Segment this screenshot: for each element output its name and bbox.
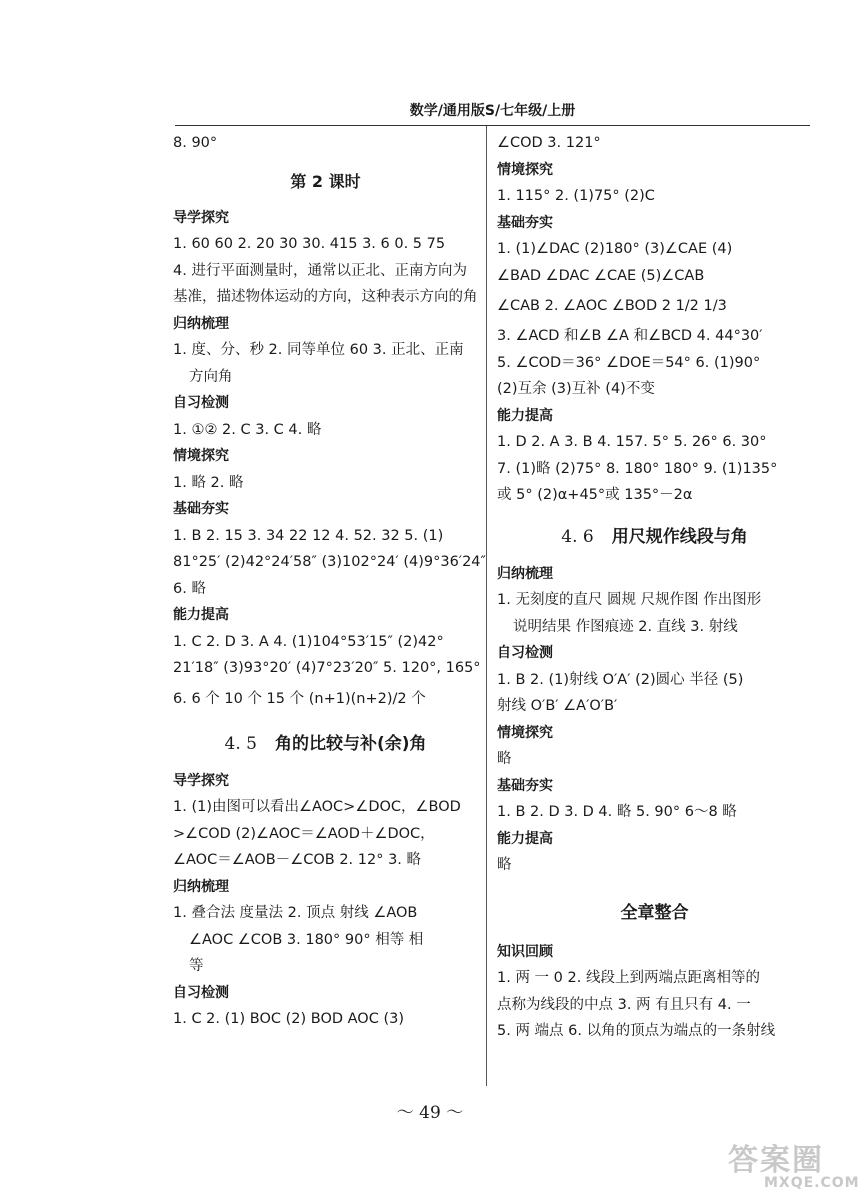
subsection-label: 导学探究 (173, 209, 229, 226)
subsection-label: 自习检测 (173, 984, 229, 1001)
answer-line: ∠BAD ∠DAC ∠CAE (5)∠CAB (497, 267, 705, 284)
section-number: 4. 5 (224, 733, 257, 754)
answer-line: 8. 90° (173, 135, 218, 151)
subsection-label: 基础夯实 (497, 214, 553, 231)
answer-line: 7. (1)略 (2)75° 8. 180° 180° 9. (1)135° (497, 460, 778, 477)
page-header: 数学/通用版S/七年级/上册 (409, 103, 576, 119)
section-title (173, 722, 478, 766)
answer-line: 1. 无刻度的直尺 圆规 尺规作图 作出图形 (497, 592, 762, 608)
lesson-title: 第 2 课时 (290, 171, 361, 191)
header-rule (175, 125, 810, 126)
answer-line: ∠CAB 2. ∠AOC ∠BOD 2 1/2 1/3 (497, 298, 727, 314)
answer-line: 点称为线段的中点 3. 两 有且只有 4. 一 (497, 996, 751, 1013)
answer-line: 1. 略 2. 略 (173, 474, 244, 491)
answer-line: 5. 两 端点 6. 以角的顶点为端点的一条射线 (497, 1023, 776, 1039)
subsection-label: 归纳梳理 (173, 878, 229, 895)
answer-line: 81°25′ (2)42°24′58″ (3)102°24′ (4)9°36′24″ (173, 554, 486, 570)
column-divider (486, 126, 487, 1086)
answer-line: ∠AOC ∠COB 3. 180° 90° 相等 相 (189, 931, 424, 948)
subsection-label: 知识回顾 (497, 943, 553, 960)
subsection-label: 情境探究 (173, 448, 229, 464)
answer-line: 6. 略 (173, 580, 206, 597)
answer-line: 6. 6 个 10 个 15 个 (n+1)(n+2)/2 个 (173, 690, 426, 707)
watermark-text: 答案圈 (728, 1143, 824, 1178)
section-number: 4. 6 (561, 526, 594, 547)
answer-line: 或 5° (2)α+45°或 135°－2α (497, 487, 693, 503)
answer-line: 1. ①② 2. C 3. C 4. 略 (173, 421, 322, 438)
subsection-label: 能力提高 (497, 407, 553, 424)
answer-line: 1. C 2. (1) BOC (2) BOD AOC (3) (173, 1011, 404, 1027)
subsection-label: 自习检测 (173, 395, 229, 411)
answer-line: 1. (1)由图可以看出∠AOC>∠DOC，∠BOD (173, 799, 461, 815)
answer-line: >∠COD (2)∠AOC＝∠AOD＋∠DOC， (173, 825, 435, 842)
answer-line: 1. 度、分、秒 2. 同等单位 60 3. 正北、正南 (173, 342, 464, 358)
answer-line: 1. B 2. D 3. D 4. 略 5. 90° 6～8 略 (497, 804, 737, 820)
subsection-label: 导学探究 (173, 772, 229, 789)
subsection-label: 情境探究 (497, 724, 553, 741)
section-heading: 角的比较与补(余)角 (274, 733, 427, 754)
subsection-label: 归纳梳理 (173, 315, 229, 332)
answer-line: 1. B 2. 15 3. 34 22 12 4. 52. 32 5. (1) (173, 527, 444, 544)
right-column (497, 130, 812, 1045)
subsection-label: 能力提高 (497, 830, 553, 847)
chapter-title: 全章整合 (620, 902, 689, 923)
answer-line: 方向角 (189, 368, 233, 385)
answer-line: 3. ∠ACD 和∠B ∠A 和∠BCD 4. 44°30′ (497, 328, 763, 344)
answer-line: 1. D 2. A 3. B 4. 157. 5° 5. 26° 6. 30° (497, 434, 767, 450)
subsection-label: 归纳梳理 (497, 565, 553, 582)
subsection-label: 基础夯实 (173, 501, 229, 517)
answer-line: 射线 O′B′ ∠A′O′B′ (497, 698, 618, 714)
answer-line: 1. 两 一 0 2. 线段上到两端点距离相等的 (497, 970, 760, 986)
answer-line: 1. 115° 2. (1)75° (2)C (497, 188, 655, 204)
left-column (173, 130, 486, 1033)
subsection-label: 能力提高 (173, 607, 229, 623)
answer-line: 1. C 2. D 3. A 4. (1)104°53′15″ (2)42° (173, 633, 444, 650)
answer-line: ∠AOC＝∠AOB－∠COB 2. 12° 3. 略 (173, 852, 422, 868)
answer-line: 4. 进行平面测量时，通常以正北、正南方向为 (173, 262, 467, 279)
answer-line: 5. ∠COD＝36° ∠DOE＝54° 6. (1)90° (497, 354, 761, 371)
watermark-site: MXQE.COM (764, 1175, 860, 1191)
page-number: ～ 49 ～ (396, 1103, 464, 1123)
subsection-label: 自习检测 (497, 645, 553, 661)
section-title (497, 515, 812, 559)
answer-line: 1. 叠合法 度量法 2. 顶点 射线 ∠AOB (173, 905, 418, 921)
watermark-logo (728, 1135, 860, 1193)
answer-line: 略 (497, 751, 512, 767)
subsection-label: 基础夯实 (497, 777, 553, 794)
subsection-label: 情境探究 (497, 161, 553, 178)
answer-line: 基准，描述物体运动的方向，这种表示方向的角 (173, 289, 478, 305)
answer-line: (2)互余 (3)互补 (4)不变 (497, 381, 655, 397)
answer-line: ∠COD 3. 121° (497, 135, 601, 151)
answer-line: 1. (1)∠DAC (2)180° (3)∠CAE (4) (497, 241, 733, 257)
section-heading: 用尺规作线段与角 (611, 526, 748, 547)
answer-line: 略 (497, 857, 512, 873)
answer-line: 等 (189, 958, 204, 974)
answer-line: 1. 60 60 2. 20 30 30. 415 3. 6 0. 5 75 (173, 236, 446, 252)
answer-line: 21′18″ (3)93°20′ (4)7°23′20″ 5. 120°, 165° (173, 660, 481, 676)
answer-line: 1. B 2. (1)射线 O′A′ (2)圆心 半径 (5) (497, 671, 744, 688)
answer-line: 说明结果 作图痕迹 2. 直线 3. 射线 (513, 618, 738, 635)
